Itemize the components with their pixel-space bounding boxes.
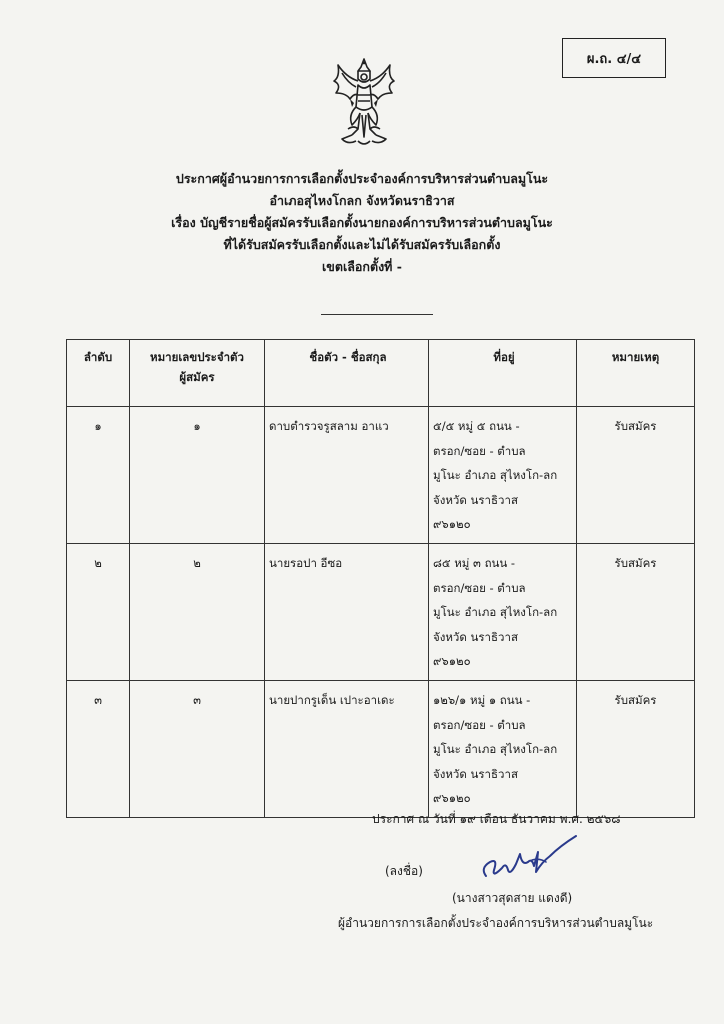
header-line-1: ประกาศผู้อำนวยการการเลือกตั้งประจำองค์การบริหารส่วนตำบลมูโนะ <box>175 171 549 186</box>
signer-position: ผู้อำนวยการการเลือกตั้งประจำองค์การบริหารส่วนตำบลมูโนะ <box>338 916 654 930</box>
address-line: ๑๒๖/๑ หมู่ ๑ ถนน - <box>433 693 531 707</box>
garuda-emblem-icon <box>328 55 400 151</box>
cell-name: นายรอปา อีซอ <box>265 544 429 681</box>
handwritten-signature <box>472 832 582 884</box>
col-header-name: ชื่อตัว - ชื่อสกุล <box>265 340 429 407</box>
address-line: ตรอก/ซอย - ตำบล <box>433 443 526 458</box>
cell-name: ดาบตำรวจรูสลาม อาแว <box>265 407 429 544</box>
header-line-2: อำเภอสุไหงโกลก จังหวัดนราธิวาส <box>269 193 455 208</box>
address-line: ๙๖๑๒๐ <box>433 791 471 805</box>
address-line: ๕/๕ หมู่ ๕ ถนน - <box>433 419 520 433</box>
cell-no: ๓ <box>67 681 130 818</box>
col-header-no: ลำดับ <box>67 340 130 407</box>
signer-name: (นางสาวสุดสาย แดงดี) <box>452 891 573 905</box>
cell-address <box>429 407 577 544</box>
cell-note: รับสมัคร <box>577 544 695 681</box>
table-row <box>67 407 695 544</box>
address-line: ๘๕ หมู่ ๓ ถนน - <box>433 556 516 570</box>
cell-address <box>429 544 577 681</box>
col-header-id <box>130 340 265 407</box>
form-code: ผ.ถ. ๔/๔ <box>586 51 642 67</box>
sign-label: (ลงชื่อ) <box>385 864 423 878</box>
address-line: มูโนะ อำเภอ สุไหงโก-ลก <box>433 468 558 482</box>
cell-note: รับสมัคร <box>577 407 695 544</box>
cell-no: ๒ <box>67 544 130 681</box>
header-divider <box>321 314 433 315</box>
address-line: จังหวัด นราธิวาส <box>433 766 518 781</box>
address-line: ตรอก/ซอย - ตำบล <box>433 717 526 732</box>
header-line-5: เขตเลือกตั้งที่ - <box>322 259 402 274</box>
header-line-3: เรื่อง บัญชีรายชื่อผู้สมัครรับเลือกตั้งนายกองค์การบริหารส่วนตำบลมูโนะ <box>171 215 553 230</box>
address-line: มูโนะ อำเภอ สุไหงโก-ลก <box>433 742 558 756</box>
cell-id: ๒ <box>130 544 265 681</box>
cell-id: ๓ <box>130 681 265 818</box>
cell-no: ๑ <box>67 407 130 544</box>
col-header-address: ที่อยู่ <box>429 340 577 407</box>
address-line: มูโนะ อำเภอ สุไหงโก-ลก <box>433 605 558 619</box>
address-line: ตรอก/ซอย - ตำบล <box>433 580 526 595</box>
address-line: ๙๖๑๒๐ <box>433 654 471 668</box>
address-line: จังหวัด นราธิวาส <box>433 629 518 644</box>
col-header-id-line2: ผู้สมัคร <box>179 370 215 384</box>
form-code-box <box>562 38 666 78</box>
address-line: ๙๖๑๒๐ <box>433 517 471 531</box>
candidate-table <box>66 339 695 818</box>
header-line-4: ที่ได้รับสมัครรับเลือกตั้งและไม่ได้รับสมัครรับเลือกตั้ง <box>223 237 501 252</box>
cell-id: ๑ <box>130 407 265 544</box>
table-row <box>67 544 695 681</box>
address-line: จังหวัด นราธิวาส <box>433 492 518 507</box>
cell-note: รับสมัคร <box>577 681 695 818</box>
col-header-note: หมายเหตุ <box>577 340 695 407</box>
announcement-header <box>0 168 724 278</box>
table-header-row <box>67 340 695 407</box>
cell-name: นายปากรูเด็น เปาะอาเดะ <box>265 681 429 818</box>
col-header-id-line1: หมายเลขประจำตัว <box>150 350 244 364</box>
table-row <box>67 681 695 818</box>
cell-address <box>429 681 577 818</box>
announcement-date: ประกาศ ณ วันที่ ๑๙ เดือน ธันวาคม พ.ศ. ๒๕๖๘ <box>372 812 621 826</box>
